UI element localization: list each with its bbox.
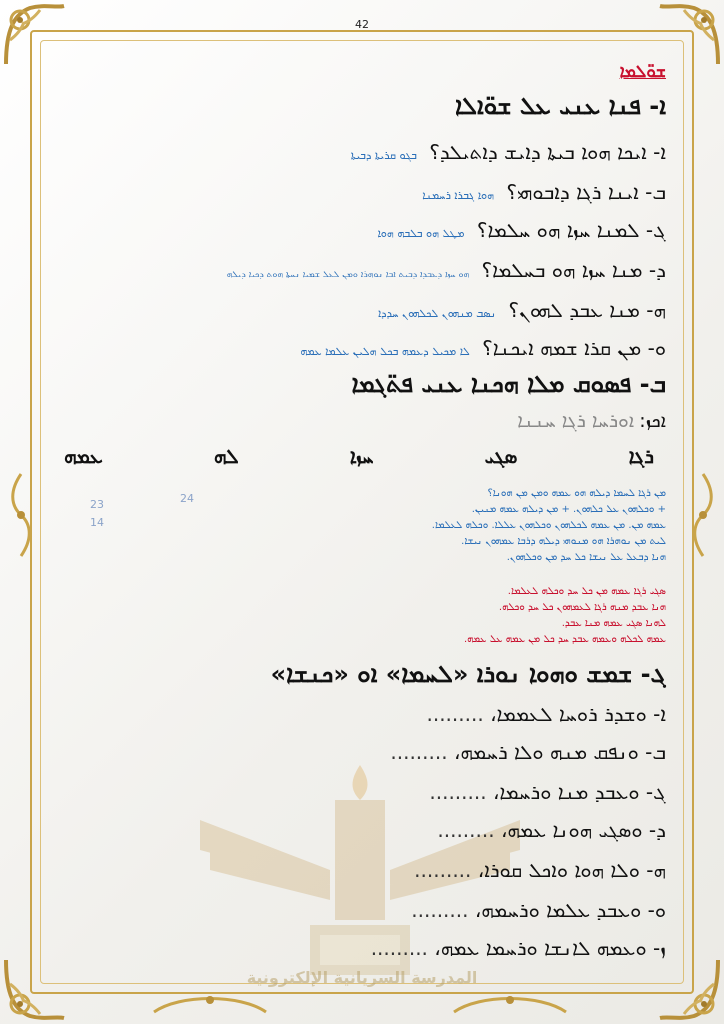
- fill-item-blank: .........: [370, 936, 428, 960]
- question-text: ܓ- ܠܡܢܐ ܚܙܐ ܗܘ ܚܠܡܐ؟: [476, 218, 666, 242]
- section-label: ܫܘ̈ܠܡܐ: [619, 62, 666, 82]
- answer-line: + ܘܟܠܗܘܢ ܥܠ ܟܠܗܘܢ. + ܡܢ ܕܝܠܗ ܥܡܗ ܡܢܝܢ.: [471, 504, 666, 515]
- answer-line: ܥܡܗ ܠܟܠܗ ܘܥܡܗ ܥܒܕ ܚܕ ܟܠ ܡܢ ܥܡܗ ܥܠ ܥܡܗ.: [464, 634, 666, 645]
- handwritten-answers-red: [66, 586, 666, 650]
- answer-text: ܢܣܒ ܡܢܗܘܢ ܠܟܠܗܘܢ ܚܕܕܐ: [378, 307, 496, 320]
- fill-item-text: ܓ- ܘܥܒܕ ܡܢܐ ܘܪܚܡܐ،: [492, 780, 666, 804]
- question-row: [351, 140, 666, 164]
- fill-item-text: ܗ- ܘܠܐ ܗܘܐ ܘܐܟܠ ܩܘܪܐ،: [477, 858, 666, 882]
- question-row: [378, 298, 666, 322]
- word-bank: [64, 444, 654, 468]
- question-row: [422, 180, 666, 204]
- school-name-watermark: المدرسة السريانية الإلكترونية: [246, 968, 478, 987]
- fill-item: [411, 898, 666, 922]
- heading-sentences: ܒ- ܦܣܘܩ ܡܠܐ ܗܟܢܐ ܥܢܝ ܦܬ̈ܓܡܐ: [351, 370, 666, 398]
- answer-line: ܠܗܢܐ ܣܓܝ ܥܡܗ ܡܢܐ ܥܒܕ.: [561, 618, 666, 629]
- answer-text: ܠܐ ܡܟܝܠ ܕܥܡܗ ܒܟܠ ܗܠܝܢ ܥܠܡܐ ܥܡܗ: [300, 345, 470, 358]
- fill-item-blank: .........: [390, 740, 448, 764]
- heading-fill-blanks: ܓ- ܫܡܫ ܘܗܘܐ ܢܘܪܐ «ܠܚܡܐ» ܐܘ «ܟܢܫܐ»: [270, 660, 666, 688]
- question-text: ܘ- ܡܢ ܩܪܐ ܫܡܗ ܐܝܟܢܐ؟: [482, 336, 666, 360]
- word-bank-item: ܣܓܝ: [484, 444, 518, 468]
- fill-item-blank: .........: [437, 818, 495, 842]
- word-bank-item: ܠܗ: [213, 444, 239, 468]
- fill-item-text: ܒ- ܘܢܦܩ ܡܢܗ ܘܠܐ ܪܚܡܗ،: [453, 740, 666, 764]
- side-ornament-icon: [8, 470, 34, 560]
- answer-text: ܗܘ ܚܙܐ ܕܥܒܕܐ ܕܒܝܬ ܐܒܐ ܢܘܗܪܐ ܘܡܢ ܠܥܠ ܫܡܝܐ ܢܚܬܐ ܗܘܬ ܕܟܝܐ ܕܝܠܗ: [226, 270, 470, 280]
- word-bank-item: ܪܓܐ: [628, 444, 654, 468]
- note-number: 23: [90, 498, 104, 511]
- fill-item-text: ܕ- ܘܣܓܝ ܗܘܢܐ ܥܡܗ،: [500, 818, 666, 842]
- question-text: ܒ- ܐܝܢܐ ܪܓܐ ܕܐܒܘܗܝ؟: [506, 180, 666, 204]
- word-bank-item: ܚܙܐ: [349, 444, 374, 468]
- example-label: ܐܟܙ:: [639, 410, 666, 432]
- question-text: ܕ- ܡܢܐ ܚܙܐ ܗܘ ܒܚܠܡܐ؟: [481, 258, 666, 282]
- fill-item: [437, 818, 666, 842]
- answer-text: ܒܓܘ ܩܪܝܬܐ ܕܒܝܬܐ: [350, 149, 417, 162]
- fill-item-blank: .........: [411, 898, 469, 922]
- fill-item-blank: .........: [426, 702, 484, 726]
- answer-line: ܥܡܗ ܡܢ. ܡܢ ܥܡܗ ܠܟܠܗܘܢ ܘܟܠܗܘܢ ܥܠܠܐ. ܘܟܠܗ ܠܥܠܡܐ.: [431, 520, 666, 531]
- answer-line: ܠܝܬ ܡܢ ܢܘܗܪܐ ܗܘ ܡܢܘܗܝ ܕܝܠܗ ܕܪܒܐ ܥܡܗܘܢ ܢܝܫܐ.: [461, 536, 666, 547]
- note-number: 14: [90, 516, 104, 529]
- answer-text: ܡܛܠ ܗܘ ܒܠܒܗ ܗܘܐ: [377, 227, 465, 240]
- fill-item-blank: .........: [414, 858, 472, 882]
- word-bank-item: ܥܡܗ: [64, 444, 103, 468]
- fill-item: [429, 780, 666, 804]
- worksheet-content: [50, 0, 674, 1024]
- example-row: [517, 410, 666, 432]
- handwritten-answers-blue: [66, 488, 666, 568]
- fill-item: [426, 702, 666, 726]
- example-text: ܐܘܪܚܐ ܪܓܐ ܚܢܢܐ: [517, 410, 635, 432]
- heading-answer-questions: ܐ- ܦܢܐ ܥܢܝ ܥܠ ܫܘ̈ܐܠܐ: [455, 92, 666, 120]
- note-number: 24: [180, 492, 194, 505]
- fill-item-text: ܐ- ܘܫܕܪ ܪܘܚܐ ܠܥܡܡܐ،: [490, 702, 666, 726]
- side-ornament-icon: [690, 470, 716, 560]
- question-row: [227, 258, 666, 282]
- question-row: [300, 336, 666, 360]
- fill-item-text: ܘ- ܘܥܒܕ ܥܠܡܐ ܘܪܚܡܗ،: [474, 898, 666, 922]
- page-number: 42: [355, 18, 369, 31]
- fill-item-blank: .........: [429, 780, 487, 804]
- answer-line: ܡܢ ܪܓܐ ܠܚܡܐ ܕܝܠܗ ܗܘ ܥܡܗ ܘܡܢ ܡܢ ܗܘܢܐ؟: [487, 488, 666, 499]
- question-text: ܗ- ܡܢܐ ܥܒܕ ܠܗܘܢ؟: [508, 298, 666, 322]
- question-text: ܐ- ܐܝܟܐ ܗܘܐ ܒܝܬܐ ܕܐܝܫ ܕܐܬܝܠܕ؟: [429, 140, 666, 164]
- fill-item-text: ܙ- ܘܥܡܗ ܠܐܢܫܐ ܘܪܚܡܐ ܥܡܗ،: [434, 936, 666, 960]
- fill-item: [371, 936, 666, 960]
- answer-text: ܗܘܐ ܓܒܪܐ ܪܚܡܢܐ: [422, 189, 495, 202]
- fill-item: [390, 740, 666, 764]
- question-row: [377, 218, 666, 242]
- answer-line: ܣܓܝ ܪܓܐ ܥܡܗ ܡܢ ܟܠ ܚܕ ܘܟܠܗ ܠܥܠܡܐ.: [507, 586, 666, 597]
- fill-item: [414, 858, 666, 882]
- answer-line: ܗܢܐ ܥܒܕ ܡܢܗ ܪܓܐ ܠܥܡܗܘܢ ܟܠ ܚܕ ܘܟܠܗ.: [498, 602, 666, 613]
- answer-line: ܗܢܐ ܕܒܥܠ ܥܠ ܢܝܫܐ ܟܠ ܚܕ ܡܢ ܘܟܠܗܘܢ.: [506, 552, 666, 563]
